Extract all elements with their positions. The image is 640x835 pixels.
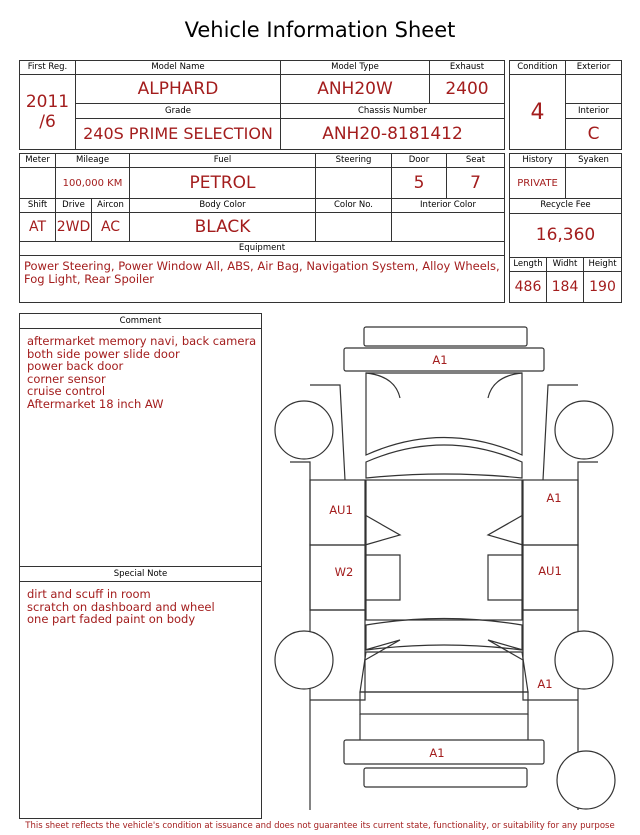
body-color-label: Body Color — [130, 198, 316, 212]
special-note-line: dirt and scuff in room — [27, 587, 151, 601]
spec-table-top — [19, 60, 505, 150]
right-rear-wheel — [555, 631, 613, 689]
condition-value: 4 — [510, 75, 566, 150]
width-value: 184 — [547, 272, 584, 303]
mark-left-front-door: AU1 — [329, 503, 353, 517]
special-note-line: scratch on dashboard and wheel — [27, 599, 215, 614]
door-label: Door — [392, 154, 447, 168]
rear-pillars — [360, 714, 528, 740]
height-value: 190 — [584, 272, 622, 303]
comment-body — [20, 329, 261, 411]
comment-line: Aftermarket 18 inch AW — [27, 396, 164, 411]
model-type-label: Model Type — [281, 61, 430, 75]
drive-value: 2WD — [56, 213, 92, 242]
color-no-value — [316, 213, 392, 242]
rear-hatch — [360, 652, 528, 692]
door-value: 5 — [392, 168, 447, 199]
width-label: Widht — [547, 257, 584, 271]
meter-value — [20, 168, 56, 199]
comment-line: aftermarket memory navi, back camera — [27, 334, 257, 348]
left-front-wheel — [275, 401, 333, 459]
tailgate-lower — [360, 692, 528, 714]
exhaust-value: 2400 — [430, 75, 505, 104]
comment-box — [19, 313, 262, 567]
left-front-mirror — [365, 515, 400, 545]
sheet-title: Vehicle Information Sheet — [184, 18, 456, 42]
aircon-value: AC — [92, 213, 130, 242]
first-reg-month: /6 — [39, 112, 56, 133]
seat-label: Seat — [447, 154, 505, 168]
equipment-value: Power Steering, Power Window All, ABS, Air Bag, Navigation System, Alloy Wheels, Fog Light, Rear Spoiler — [20, 256, 505, 303]
left-rear-wheel — [275, 631, 333, 689]
shift-label: Shift — [20, 198, 56, 212]
right-headlight — [488, 373, 522, 398]
first-reg-label: First Reg. — [20, 61, 76, 75]
mark-left-rear-door: W2 — [334, 565, 354, 579]
comment-line: corner sensor — [27, 371, 106, 386]
comment-line: power back door — [27, 359, 124, 374]
meter-label: Meter — [20, 154, 56, 168]
first-reg-value — [20, 75, 76, 150]
exhaust-label: Exhaust — [430, 61, 505, 75]
interior-color-value — [392, 213, 505, 242]
comment-label: Comment — [20, 314, 261, 329]
syaken-label: Syaken — [566, 154, 622, 168]
chassis-number-value: ANH20-8181412 — [281, 118, 505, 149]
exterior-value — [566, 75, 622, 104]
seat-value: 7 — [447, 168, 505, 199]
history-label: History — [510, 154, 566, 168]
recycle-fee-label: Recycle Fee — [510, 199, 622, 213]
windshield — [366, 445, 522, 478]
recycle-fee-value: 16,360 — [510, 213, 622, 257]
mark-front-bumper: A1 — [432, 353, 448, 367]
right-front-mirror — [488, 515, 523, 545]
left-headlight — [366, 373, 400, 398]
body-color-value: BLACK — [130, 213, 316, 242]
grade-value: 240S PRIME SELECTION — [76, 118, 281, 149]
drive-label: Drive — [56, 198, 92, 212]
fuel-label: Fuel — [130, 154, 316, 168]
model-name-label: Model Name — [76, 61, 281, 75]
steering-value — [316, 168, 392, 199]
special-note-box — [19, 566, 262, 819]
right-front-door — [523, 480, 578, 545]
first-reg-year: 2011 — [25, 92, 70, 113]
right-side-glass — [488, 555, 523, 600]
color-no-label: Color No. — [316, 198, 392, 212]
aircon-label: Aircon — [92, 198, 130, 212]
shift-value: AT — [20, 213, 56, 242]
length-label: Length — [510, 257, 547, 271]
disclaimer-footer: This sheet reflects the vehicle's condition at issuance and does not guarantee its current state, functionality, or suitability for any purpose — [25, 821, 615, 831]
comment-line: cruise control — [27, 384, 106, 399]
bonnet — [366, 373, 522, 455]
mileage-label: Mileage — [56, 154, 130, 168]
equipment-label: Equipment — [20, 241, 505, 255]
special-note-body — [20, 582, 261, 626]
special-note-line: one part faded paint on body — [27, 612, 196, 627]
history-value: PRIVATE — [510, 168, 566, 199]
roof — [366, 480, 522, 620]
length-value: 486 — [510, 272, 547, 303]
fuel-value: PETROL — [130, 168, 316, 199]
left-side-glass — [365, 555, 400, 600]
spare-wheel — [557, 751, 615, 809]
steering-label: Steering — [316, 154, 392, 168]
vehicle-damage-diagram — [268, 318, 628, 818]
model-name-value: ALPHARD — [76, 75, 281, 104]
mileage-value: 100,000 KM — [56, 168, 130, 199]
comment-line: both side power slide door — [27, 346, 180, 361]
front-bumper-top — [364, 327, 527, 346]
height-label: Height — [584, 257, 622, 271]
spec-table-middle — [19, 153, 505, 303]
grade-label: Grade — [76, 104, 281, 118]
rear-bumper-bottom — [364, 768, 527, 787]
interior-color-label: Interior Color — [392, 198, 505, 212]
mark-rear-bumper: A1 — [429, 746, 445, 760]
model-type-value: ANH20W — [281, 75, 430, 104]
chassis-number-label: Chassis Number — [281, 104, 505, 118]
mark-right-rear-quarter: A1 — [537, 677, 553, 691]
interior-value: C — [566, 118, 622, 149]
exterior-label: Exterior — [566, 61, 622, 75]
right-front-wheel — [555, 401, 613, 459]
mark-right-front-door: A1 — [546, 491, 562, 505]
mark-right-rear-door: AU1 — [538, 564, 562, 578]
interior-label: Interior — [566, 104, 622, 118]
syaken-value — [566, 168, 622, 199]
condition-table — [509, 60, 622, 150]
condition-label: Condition — [510, 61, 566, 75]
rear-window — [366, 619, 522, 651]
history-table — [509, 153, 622, 303]
special-note-label: Special Note — [20, 567, 261, 582]
